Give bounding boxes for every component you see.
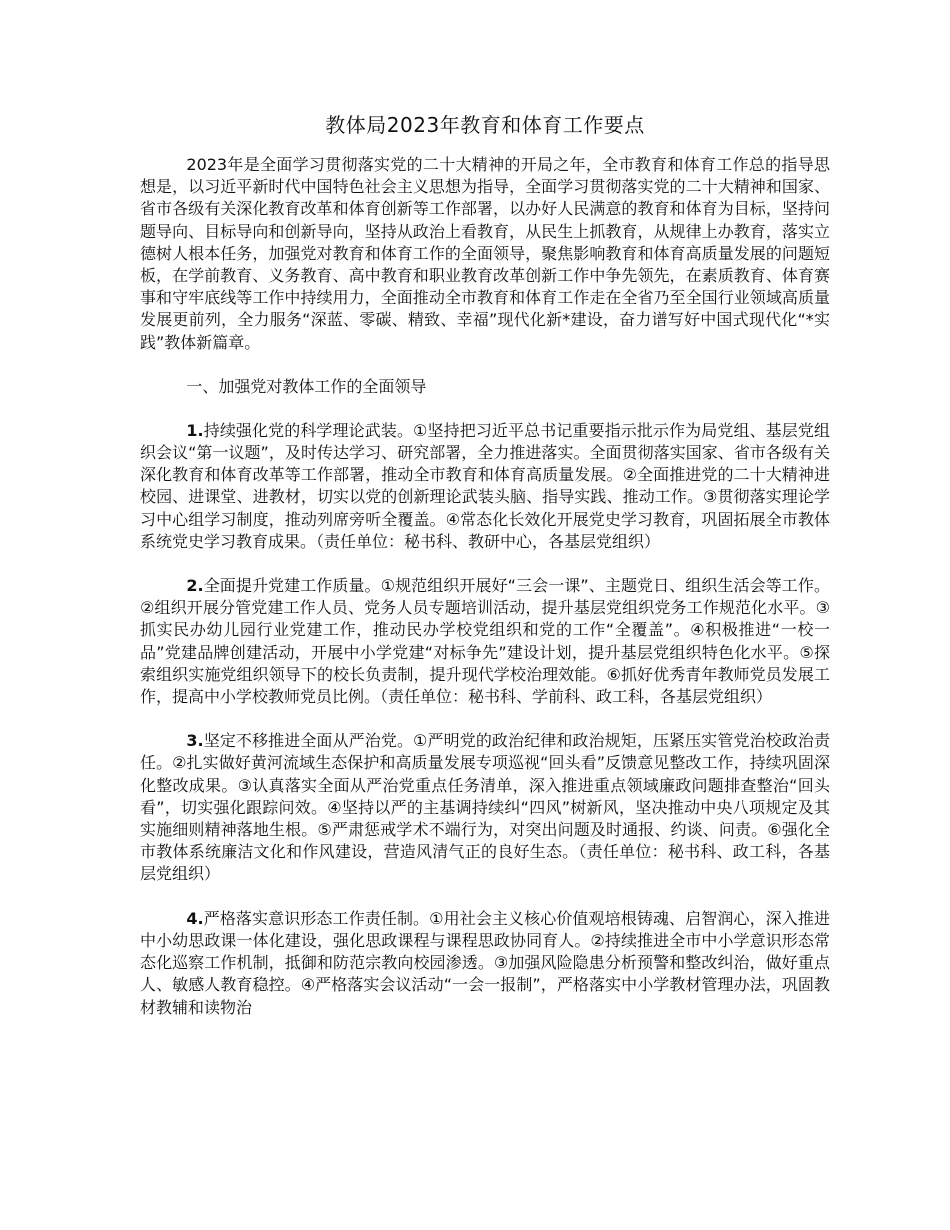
document-page: [140, 110, 830, 1019]
work-item-4: [140, 908, 830, 1019]
spacer: [140, 354, 830, 376]
spacer: [140, 398, 830, 420]
item-number: 3.: [186, 731, 204, 751]
spacer: [140, 553, 830, 575]
work-item-1: [140, 420, 830, 553]
spacer: [140, 708, 830, 730]
intro-paragraph: 2023年是全面学习贯彻落实党的二十大精神的开局之年，全市教育和体育工作总的指导思想是，以习近平新时代中国特色社会主义思想为指导，全面学习贯彻落实党的二十大精神和国家、省市各级有关深化教育改革和体育创新等工作部署，以办好人民满意的教育和体育为目标，坚持问题导向、目标导向和创新导向，坚持从政治上看教育，从民生上抓教育，从规律上办教育，落实立德树人根本任务，加强党对教育和体育工作的全面领导，聚焦影响教育和体育高质量发展的问题短板，在学前教育、义务教育、高中教育和职业教育改革创新工作中争先领先，在素质教育、体育赛事和守牢底线等工作中持续用力，全面推动全市教育和体育工作走在全省乃至全国行业领域高质量发展更前列，全力服务“深蓝、零碳、精致、幸福”现代化新*建设，奋力谱写好中国式现代化“*实践”教体新篇章。: [140, 155, 830, 352]
spacer: [140, 886, 830, 908]
item-text: 严格落实意识形态工作责任制。①用社会主义核心价值观培根铸魂、启智润心，深入推进中小幼思政课一体化建设，强化思政课程与课程思政协同育人。②持续推进全市中小学意识形态常态化巡察工作机制，抵御和防范宗教向校园渗透。③加强风险隐患分析预警和整改纠治，做好重点人、敏感人教育稳控。④严格落实会议活动“一会一报制”，严格落实中小学教材管理办法，巩固教材教辅和读物治: [140, 908, 830, 1017]
work-item-3: [140, 730, 830, 885]
item-number: 4.: [186, 908, 204, 928]
item-text: 全面提升党建工作质量。①规范组织开展好“三会一课”、主题党日、组织生活会等工作。②组织开展分管党建工作人员、党务人员专题培训活动，提升基层党组织党务工作规范化水平。③抓实民办幼儿园行业党建工作，推动民办学校党组织和党的工作“全覆盖”。④积极推进“一校一品”党建品牌创建活动，开展中小学党建“对标争先”建设计划，提升基层党组织特色化水平。⑤探索组织实施党组织领导下的校长负责制，提升现代学校治理效能。⑥抓好优秀青年教师党员发展工作，提高中小学校教师党员比例。（责任单位：秘书科、学前科、政工科，各基层党组织）: [140, 576, 830, 707]
document-title: 教体局2023年教育和体育工作要点: [325, 113, 645, 137]
item-number: 2.: [186, 576, 204, 596]
item-text: 坚定不移推进全面从严治党。①严明党的政治纪律和政治规矩，压紧压实管党治校政治责任。②扎实做好黄河流域生态保护和高质量发展专项巡视“回头看”反馈意见整改工作，持续巩固深化整改成果。③认真落实全面从严治党重点任务清单，深入推进重点领域廉政问题排查整治“回头看”，切实强化跟踪问效。④坚持以严的主基调持续纠“四风”树新风，坚决推动中央八项规定及其实施细则精神落地生根。⑤严肃惩戒学术不端行为，对突出问题及时通报、约谈、问责。⑥强化全市教体系统廉洁文化和作风建设，营造风清气正的良好生态。（责任单位：秘书科、政工科，各基层党组织）: [140, 731, 830, 884]
item-text: 持续强化党的科学理论武装。①坚持把习近平总书记重要指示批示作为局党组、基层党组织会议“第一议题”，及时传达学习、研究部署，全力推进落实。全面贯彻落实国家、省市各级有关深化教育和体育改革等工作部署，推动全市教育和体育高质量发展。②全面推进党的二十大精神进校园、进课堂、进教材，切实以党的创新理论武装头脑、指导实践、推动工作。③贯彻落实理论学习中心组学习制度，推动列席旁听全覆盖。④常态化长效化开展党史学习教育，巩固拓展全市教体系统党史学习教育成果。（责任单位：秘书科、教研中心，各基层党组织）: [140, 420, 830, 551]
item-number: 1.: [186, 420, 204, 440]
section-heading: 一、加强党对教体工作的全面领导: [186, 376, 427, 396]
work-item-2: [140, 575, 830, 708]
